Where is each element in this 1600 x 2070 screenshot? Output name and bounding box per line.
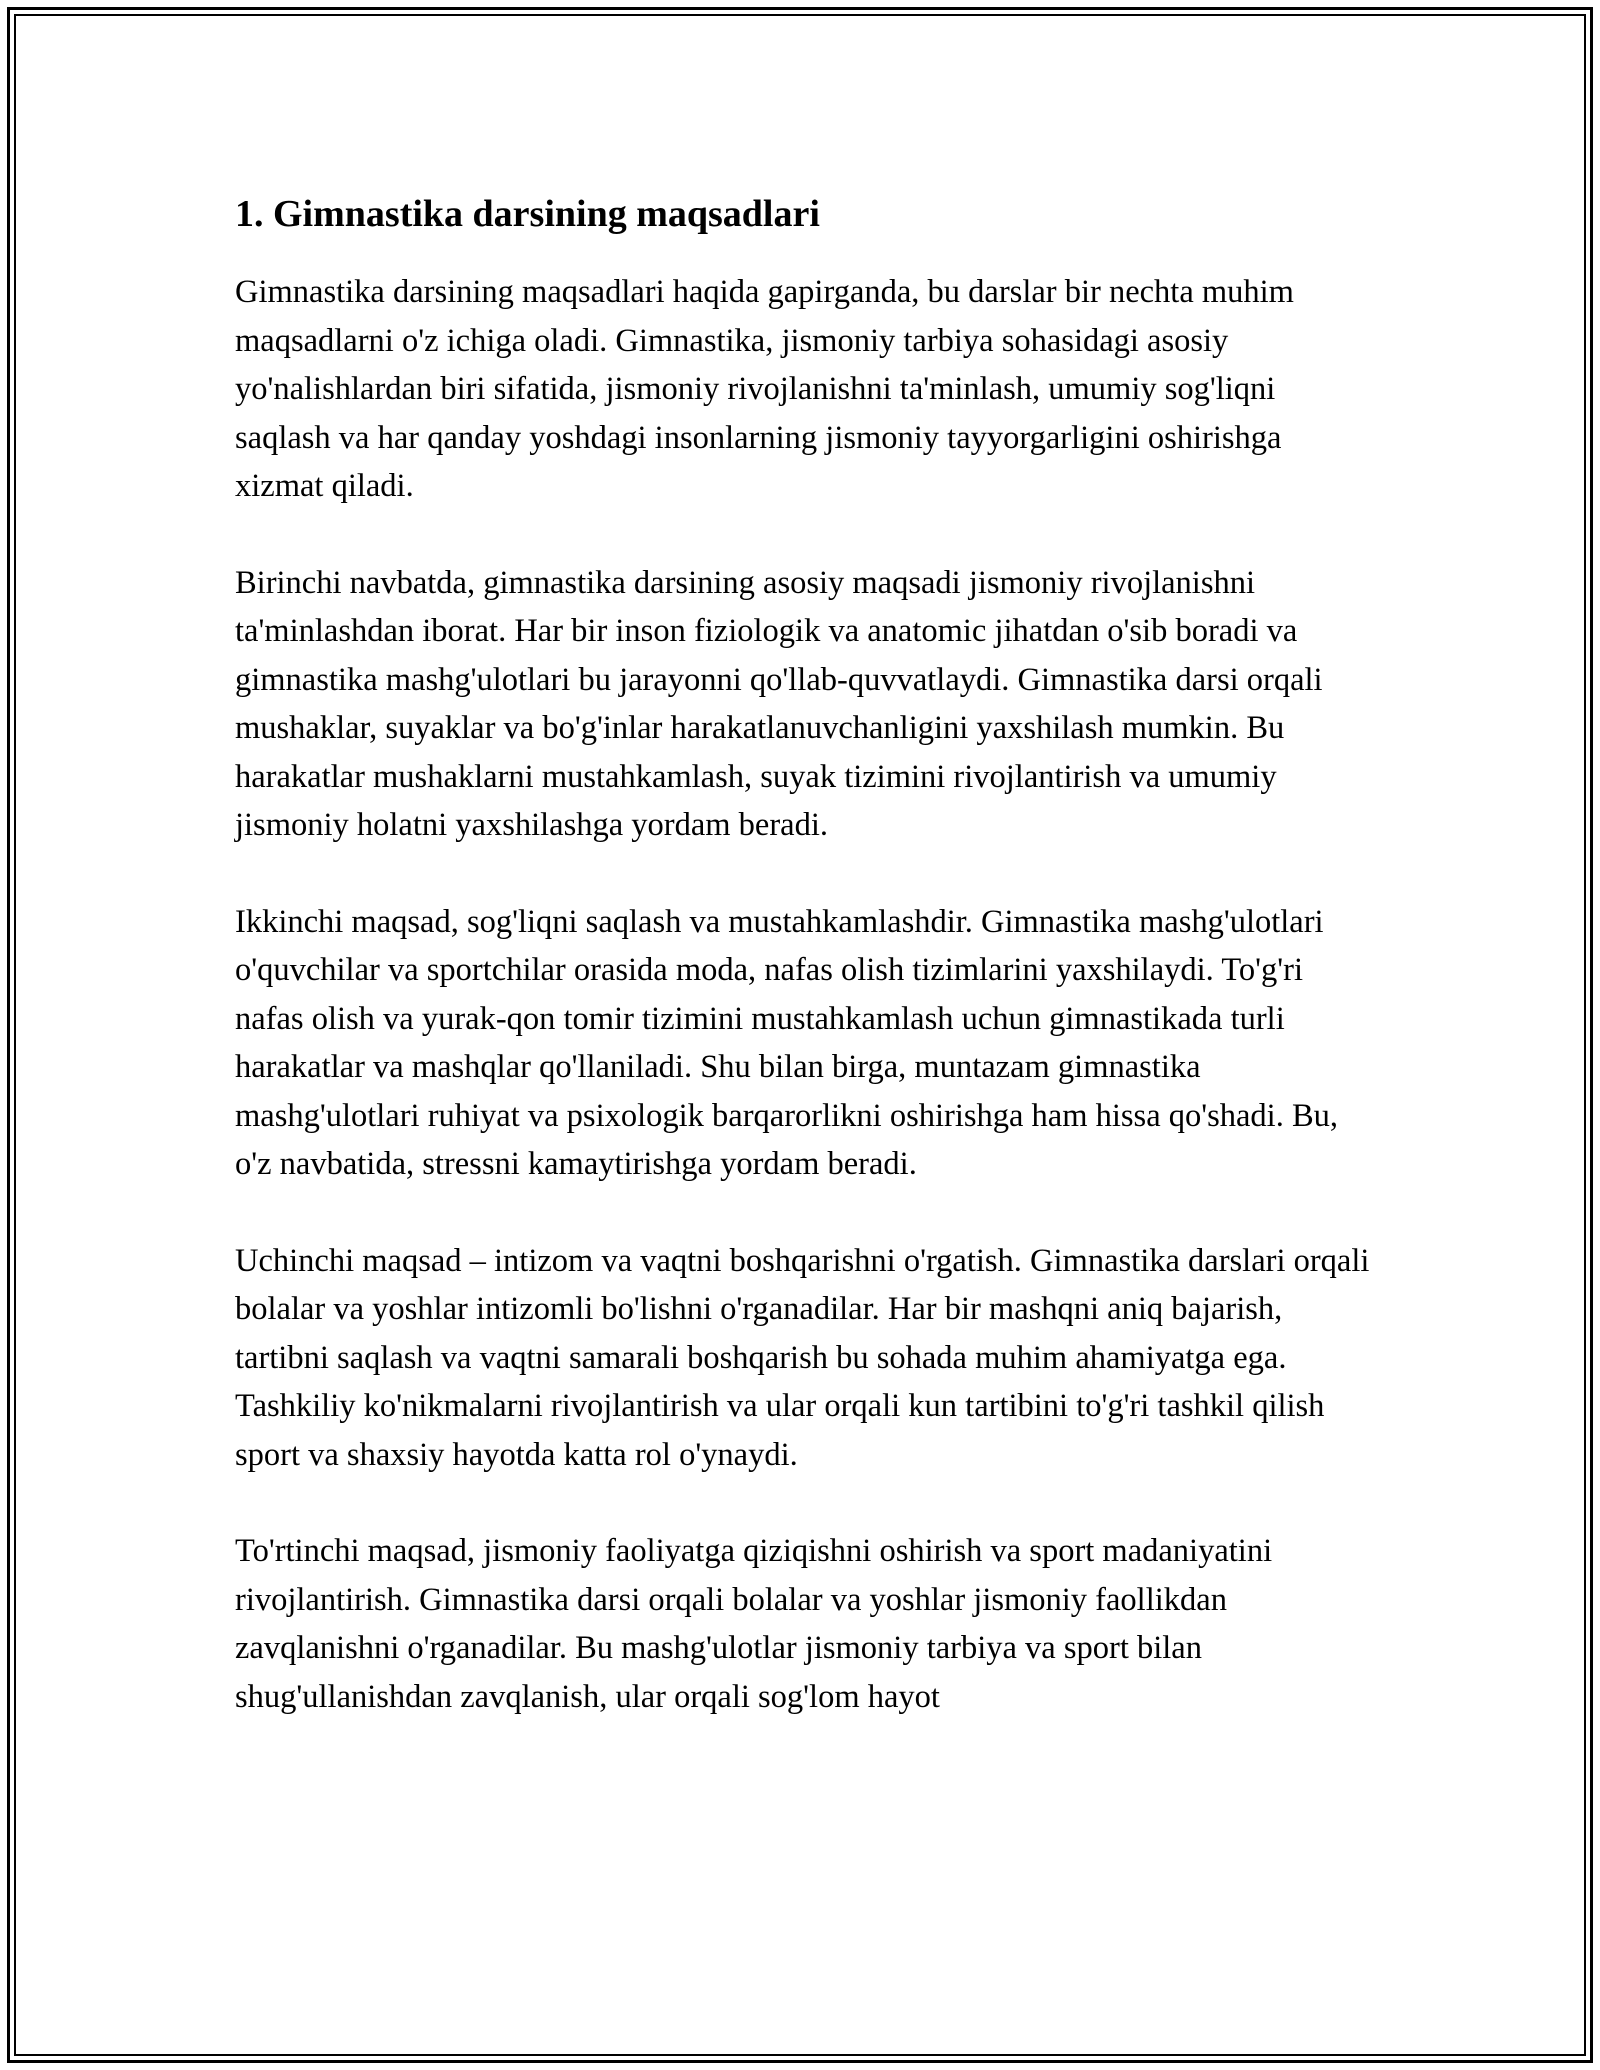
- document-body: [235, 186, 1375, 1769]
- paragraph-fourth-goal: To'rtinchi maqsad, jismoniy faoliyatga qiziqishni oshirish va sport madaniyatini rivojlantirish. Gimnastika darsi orqali bolalar va yoshlar jismoniy faollikdan zavqlanishni o'rganadilar. Bu mashg'ulotlar jismoniy tarbiya va sport bilan shug'ullanishdan zavqlanish, ular orqali sog'lom hayot: [235, 1533, 1273, 1715]
- paragraph-first-goal: Birinchi navbatda, gimnastika darsining asosiy maqsadi jismoniy rivojlanishni ta'minlashdan iborat. Har bir inson fiziologik va anatomic jihatdan o'sib boradi va gimnastika mashg'ulotlari bu jarayonni qo'llab-quvvatlaydi. Gimnastika darsi orqali mushaklar, suyaklar va bo'g'inlar harakatlanuvchanligini yaxshilash mumkin. Bu harakatlar mushaklarni mustahkamlash, suyak tizimini rivojlantirish va umumiy jismoniy holatni yaxshilashga yordam beradi.: [235, 564, 1323, 843]
- section-heading: 1. Gimnastika darsining maqsadlari: [235, 193, 820, 235]
- paragraph-intro: Gimnastika darsining maqsadlari haqida gapirganda, bu darslar bir nechta muhim maqsadlarni o'z ichiga oladi. Gimnastika, jismoniy tarbiya sohasidagi asosiy yo'nalishlardan biri sifatida, jismoniy rivojlanishni ta'minlash, umumiy sog'liqni saqlash va har qanday yoshdagi insonlarning jismoniy tayyorgarligini oshirishga xizmat qiladi.: [235, 274, 1294, 504]
- paragraph-second-goal: Ikkinchi maqsad, sog'liqni saqlash va mustahkamlashdir. Gimnastika mashg'ulotlari o'quvchilar va sportchilar orasida moda, nafas olish tizimlarini yaxshilaydi. To'g'ri nafas olish va yurak-qon tomir tizimini mustahkamlash uchun gimnastikada turli harakatlar va mashqlar qo'llaniladi. Shu bilan birga, muntazam gimnastika mashg'ulotlari ruhiyat va psixologik barqarorlikni oshirishga ham hissa qo'shadi. Bu, o'z navbatida, stressni kamaytirishga yordam beradi.: [235, 903, 1339, 1182]
- paragraph-third-goal: Uchinchi maqsad – intizom va vaqtni boshqarishni o'rgatish. Gimnastika darslari orqali bolalar va yoshlar intizomli bo'lishni o'rganadilar. Har bir mashqni aniq bajarish, tartibni saqlash va vaqtni samarali boshqarish bu sohada muhim ahamiyatga ega. Tashkiliy ko'nikmalarni rivojlantirish va ular orqali kun tartibini to'g'ri tashkil qilish sport va shaxsiy hayotda katta rol o'ynaydi.: [235, 1242, 1370, 1473]
